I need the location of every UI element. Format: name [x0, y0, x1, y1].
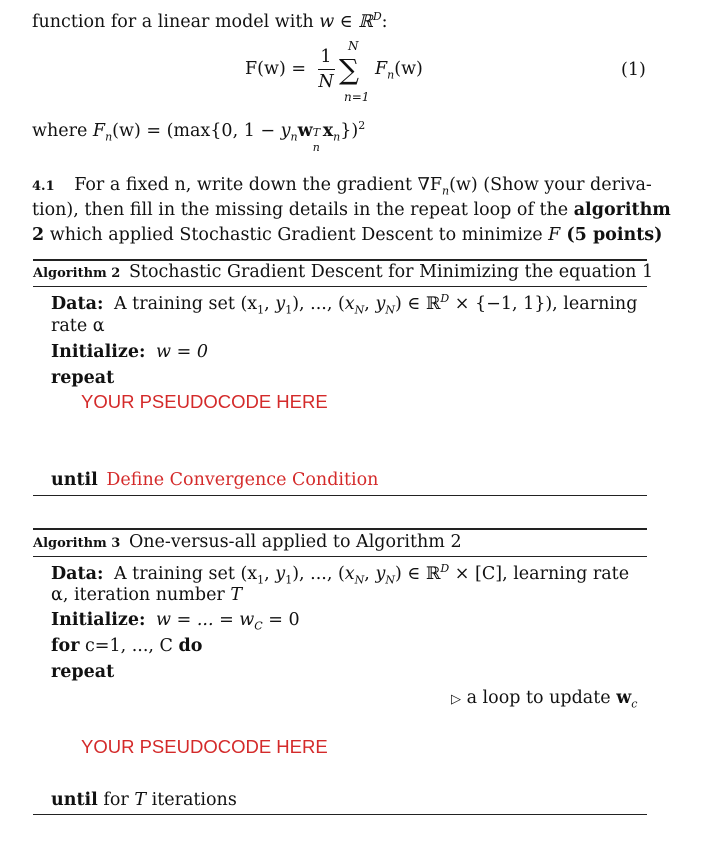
equation-term	[375, 61, 423, 81]
where-end-sup: 2	[358, 119, 366, 132]
algo3-pseudocode-placeholder: YOUR PSEUDOCODE HERE	[81, 736, 328, 757]
algo3-xN: x	[344, 563, 355, 584]
algo2-init-line	[51, 344, 208, 362]
algo3-until-keyword: until	[51, 790, 98, 810]
algo2-init-keyword: Initialize:	[51, 342, 146, 362]
algo3-dots: ), ..., (	[292, 563, 345, 584]
where-F: F	[92, 120, 106, 141]
algo3-label: Algorithm 3	[33, 536, 121, 551]
question-line3-text: which applied Stochastic Gradient Descent to minimize	[44, 225, 549, 245]
algo3-y1: y	[275, 563, 286, 584]
algo2-pseudocode-placeholder: YOUR PSEUDOCODE HERE	[81, 391, 328, 412]
intro-line	[32, 11, 388, 31]
algo2-label: Algorithm 2	[33, 266, 121, 281]
algo2-x1-sub: 1	[257, 303, 265, 317]
algo2-supD: D	[440, 292, 450, 305]
where-x: x	[322, 120, 334, 141]
algo3-data-line: Data: A training set ($x_1$, $y_1$), ..., ($x_N$, $y_N$) ∈ ℝ$^D$ × [C], learning rate	[51, 562, 630, 587]
question-line3-F: F	[548, 225, 561, 245]
intro-colon: :	[381, 11, 388, 32]
equation-sum-symbol: ∑	[339, 53, 359, 86]
algo3-comment-text: a loop to update	[461, 688, 617, 708]
algo2-xN-sub: N	[354, 303, 365, 317]
algo3-init-keyword: Initialize:	[51, 610, 146, 630]
equation-sum-lower: n=1	[344, 90, 370, 104]
question-line1-sub: n	[441, 184, 450, 198]
algo3-data-line2-text: α, iteration number	[51, 585, 231, 605]
algo3-init-line	[51, 612, 300, 632]
algo3-for-line	[51, 638, 202, 656]
algo3-for-keyword: for	[51, 636, 80, 656]
algo2-caption	[33, 264, 653, 282]
algo2-repeat-keyword: repeat	[51, 368, 115, 388]
where-w: w	[297, 120, 313, 141]
where-prefix: where	[32, 120, 93, 141]
algo3-caption	[33, 534, 462, 552]
where-w-sub: n	[312, 140, 320, 154]
algo2-init-text: w = 0	[156, 342, 208, 362]
algo3-top-rule	[33, 528, 647, 530]
question-points: (5 points)	[560, 225, 663, 245]
algo3-title: One-versus-all applied to Algorithm 2	[128, 532, 462, 552]
equation-number: (1)	[621, 60, 646, 80]
algo2-bottom-rule	[33, 495, 647, 496]
algo2-y1-sub: 1	[285, 303, 293, 317]
algo2-title: Stochastic Gradient Descent for Minimizing the equation 1	[128, 262, 654, 282]
algo2-xN: x	[344, 293, 355, 314]
intro-sup: D	[372, 10, 382, 23]
equation-numerator: 1	[320, 47, 332, 67]
algo2-convergence-condition: Define Convergence Condition	[106, 470, 379, 490]
algo3-until-line	[51, 792, 237, 810]
question-line2-bold: algorithm	[573, 200, 671, 220]
algo3-data-text: A training set (x	[113, 563, 258, 584]
algo3-yN: y	[375, 563, 386, 584]
where-mid: (w) = (max{0, 1 −	[112, 120, 281, 141]
algo3-comment-sub: c	[631, 697, 638, 711]
equation-term-F: F	[375, 59, 388, 79]
question-line1-text: For a fixed n, write down the gradient ∇F	[74, 175, 442, 195]
algo2-yN: y	[375, 293, 386, 314]
equation-fraction-bar	[318, 69, 335, 70]
algo3-do-keyword: do	[178, 636, 203, 656]
algo2-data-tail: ), learning	[545, 293, 638, 314]
algo2-in: ) ∈ ℝ	[394, 293, 441, 314]
algo2-until-keyword: until	[51, 470, 98, 490]
question-line-2	[32, 202, 671, 220]
algo2-until-line	[51, 472, 378, 490]
algo2-data-line: Data: A training set ($x_1$, $y_1$), ..., ($x_N$, $y_N$) ∈ ℝ$^D$ × {−1, 1}), learning	[51, 292, 638, 317]
intro-text: function for a linear model with	[32, 11, 320, 32]
algo3-data-line2-T: T	[230, 585, 243, 605]
algo3-for-text: c=1, ..., C	[79, 636, 179, 656]
algo3-in: ) ∈ ℝ	[394, 563, 441, 584]
algo3-comment	[451, 690, 637, 710]
equation-sum-upper: N	[348, 39, 359, 53]
question-line-3	[32, 227, 662, 245]
where-F-sub: n	[105, 130, 113, 144]
algo2-data-keyword: Data:	[51, 293, 104, 314]
algo3-init-sub: C	[254, 619, 263, 633]
algo3-data-tail: , learning rate	[502, 563, 630, 584]
algo3-comment-w: w	[616, 688, 632, 708]
algo3-repeat-keyword: repeat	[51, 662, 115, 682]
algo3-data-keyword: Data:	[51, 563, 104, 584]
algo3-data-line-2	[51, 587, 242, 605]
algo2-times: × {−1, 1}	[449, 293, 546, 314]
algo2-yN-sub: N	[385, 303, 395, 317]
algo3-caption-rule	[33, 556, 647, 557]
where-y-sub: n	[290, 130, 298, 144]
algo3-y1-sub: 1	[285, 573, 293, 587]
algo3-until-text: for	[97, 790, 135, 810]
question-line3-bold: 2	[32, 225, 45, 245]
algo3-init-text: w = ... = w	[156, 610, 255, 630]
algo3-x1-sub: 1	[257, 573, 265, 587]
question-line2-text: tion), then fill in the missing details in the repeat loop of the	[32, 200, 574, 220]
where-line	[32, 119, 366, 154]
algo3-init-tail: = 0	[262, 610, 300, 630]
where-x-sub: n	[333, 130, 341, 144]
algo2-y1: y	[275, 293, 286, 314]
triangle-right-icon: ▷	[451, 692, 461, 707]
algo3-xN-sub: N	[354, 573, 365, 587]
algo3-supD: D	[440, 562, 450, 575]
algo2-data-text: A training set (x	[113, 293, 258, 314]
equation-lhs: F(w) =	[245, 59, 307, 79]
question-line1-tail: (w) (Show your deriva-	[449, 175, 652, 195]
algo3-yN-sub: N	[385, 573, 395, 587]
where-w-sup: T	[312, 125, 321, 139]
equation-term-sub: n	[387, 68, 395, 82]
algo2-rate-line: rate α	[51, 316, 105, 336]
algo3-until-T: T	[134, 790, 147, 810]
where-end: })	[340, 120, 359, 141]
algo2-caption-rule	[33, 286, 647, 287]
algo3-until-tail: iterations	[146, 790, 237, 810]
algo3-bottom-rule	[33, 814, 647, 815]
where-y: y	[280, 120, 291, 141]
question-number: 4.1	[32, 179, 55, 194]
equation-term-arg: (w)	[394, 59, 423, 79]
algo3-times: × [C]	[449, 563, 503, 584]
equation-denominator: N	[318, 72, 334, 92]
algo2-top-rule	[33, 259, 647, 261]
algo2-dots: ), ..., (	[292, 293, 345, 314]
question-line-1	[32, 177, 652, 197]
intro-math: w ∈ ℝ	[319, 11, 373, 32]
